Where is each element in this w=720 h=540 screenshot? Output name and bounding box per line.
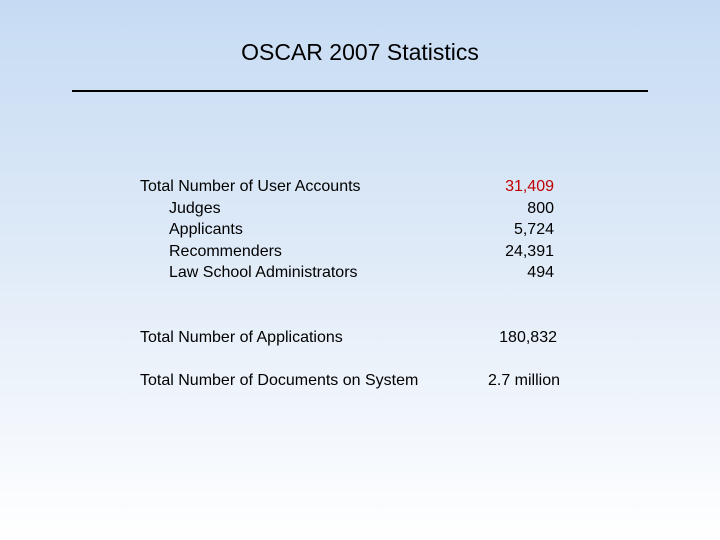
total-user-accounts-value: 31,409 <box>505 178 554 195</box>
total-documents-label: Total Number of Documents on System <box>140 372 419 389</box>
law-school-administrators-label: Law School Administrators <box>169 264 358 281</box>
total-documents-value: 2.7 million <box>487 372 560 389</box>
judges-label: Judges <box>169 199 221 217</box>
recommenders-value: 24,391 <box>505 242 554 260</box>
judges-value: 800 <box>527 199 554 217</box>
recommenders-label: Recommenders <box>169 242 282 260</box>
title-divider <box>72 90 648 92</box>
law-school-administrators-value: 494 <box>527 264 554 281</box>
slide-title: OSCAR 2007 Statistics <box>241 39 479 65</box>
total-applications-label: Total Number of Applications <box>140 329 343 346</box>
applicants-value: 5,724 <box>513 221 554 238</box>
applicants-label: Applicants <box>169 221 243 238</box>
total-applications-value: 180,832 <box>499 329 557 346</box>
total-user-accounts-label: Total Number of User Accounts <box>140 178 361 195</box>
